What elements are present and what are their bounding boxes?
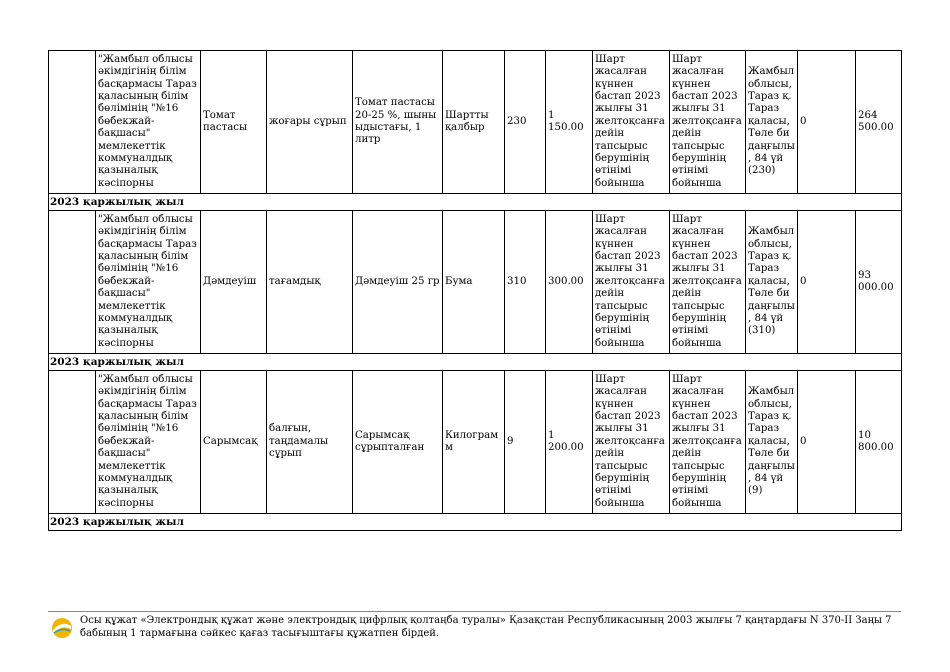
cell-sum: 93 000.00 bbox=[856, 211, 902, 354]
cell-index bbox=[49, 51, 96, 194]
cell-description: Дәмдеуіш 25 гр bbox=[353, 211, 443, 354]
cell-delivery-term: Шарт жасалған күннен бастап 2023 жылғы 31 желтоқсанға дейін тапсырыс берушінің өтінімі бойынша bbox=[670, 371, 746, 514]
cell-name: Дәмдеуіш bbox=[201, 211, 267, 354]
cell-characteristic: жоғары сұрып bbox=[267, 51, 353, 194]
cell-quantity: 230 bbox=[505, 51, 546, 194]
cell-quantity: 9 bbox=[505, 371, 546, 514]
year-row bbox=[49, 194, 902, 211]
table-row bbox=[49, 51, 902, 194]
year-row bbox=[49, 354, 902, 371]
cell-description: Томат пастасы 20-25 %, шыны ыдыстағы, 1 литр bbox=[353, 51, 443, 194]
cell-advance: 0 bbox=[798, 51, 856, 194]
cell-delivery-term: Шарт жасалған күннен бастап 2023 жылғы 31 желтоқсанға дейін тапсырыс берушінің өтінімі бойынша bbox=[670, 51, 746, 194]
cell-unit: Шартты қалбыр bbox=[443, 51, 505, 194]
cell-description: Сарымсақ сұрыпталған bbox=[353, 371, 443, 514]
year-label: 2023 қаржылық жыл bbox=[49, 514, 902, 531]
footer-divider bbox=[48, 611, 901, 612]
cell-index bbox=[49, 211, 96, 354]
cell-index bbox=[49, 371, 96, 514]
year-label: 2023 қаржылық жыл bbox=[49, 194, 902, 211]
cell-place: Жамбыл облысы, Тараз қ. Тараз қаласы, Төле би даңғылы, 84 үй (230) bbox=[746, 51, 798, 194]
cell-customer: "Жамбыл облысы әкімдігінің білім басқармасы Тараз қаласының білім бөлімінің "№16 бөбекжай-бақшасы" мемлекеттік коммуналдық қазыналық кәсіпорны bbox=[96, 371, 201, 514]
table-row bbox=[49, 211, 902, 354]
cell-sum: 264 500.00 bbox=[856, 51, 902, 194]
cell-name: Томат пастасы bbox=[201, 51, 267, 194]
year-row bbox=[49, 514, 902, 531]
cell-term: Шарт жасалған күннен бастап 2023 жылғы 31 желтоқсанға дейін тапсырыс берушінің өтінімі бойынша bbox=[593, 211, 670, 354]
cell-delivery-term: Шарт жасалған күннен бастап 2023 жылғы 31 желтоқсанға дейін тапсырыс берушінің өтінімі бойынша bbox=[670, 211, 746, 354]
cell-advance: 0 bbox=[798, 371, 856, 514]
table-row bbox=[49, 371, 902, 514]
cell-price: 1 200.00 bbox=[546, 371, 593, 514]
cell-customer: "Жамбыл облысы әкімдігінің білім басқармасы Тараз қаласының білім бөлімінің "№16 бөбекжай-бақшасы" мемлекеттік коммуналдық қазыналық кәсіпорны bbox=[96, 51, 201, 194]
cell-sum: 10 800.00 bbox=[856, 371, 902, 514]
cell-name: Сарымсақ bbox=[201, 371, 267, 514]
cell-customer: "Жамбыл облысы әкімдігінің білім басқармасы Тараз қаласының білім бөлімінің "№16 бөбекжай-бақшасы" мемлекеттік коммуналдық қазыналық кәсіпорны bbox=[96, 211, 201, 354]
cell-term: Шарт жасалған күннен бастап 2023 жылғы 31 желтоқсанға дейін тапсырыс берушінің өтінімі бойынша bbox=[593, 371, 670, 514]
cell-term: Шарт жасалған күннен бастап 2023 жылғы 31 желтоқсанға дейін тапсырыс берушінің өтінімі бойынша bbox=[593, 51, 670, 194]
cell-characteristic: балғын, таңдамалы сұрып bbox=[267, 371, 353, 514]
cell-advance: 0 bbox=[798, 211, 856, 354]
cell-place: Жамбыл облысы, Тараз қ. Тараз қаласы, Төле би даңғылы, 84 үй (310) bbox=[746, 211, 798, 354]
year-label: 2023 қаржылық жыл bbox=[49, 354, 902, 371]
footer-legal-text: Осы құжат «Электрондық құжат және электрондық цифрлық қолтаңба туралы» Қазақстан Республикасының 2003 жылғы 7 қаңтардағы N 370-II Заңы 7 бабының 1 тармағына сәйкес қағаз тасығыштағы құжатпен бірдей. bbox=[80, 615, 892, 639]
cell-unit: Килограмм bbox=[443, 371, 505, 514]
cell-place: Жамбыл облысы, Тараз қ. Тараз қаласы, Төле би даңғылы, 84 үй (9) bbox=[746, 371, 798, 514]
cell-characteristic: тағамдық bbox=[267, 211, 353, 354]
cell-quantity: 310 bbox=[505, 211, 546, 354]
cell-price: 300.00 bbox=[546, 211, 593, 354]
cell-price: 1 150.00 bbox=[546, 51, 593, 194]
procurement-table bbox=[48, 50, 902, 531]
e-gov-logo-icon bbox=[50, 615, 74, 639]
cell-unit: Бума bbox=[443, 211, 505, 354]
